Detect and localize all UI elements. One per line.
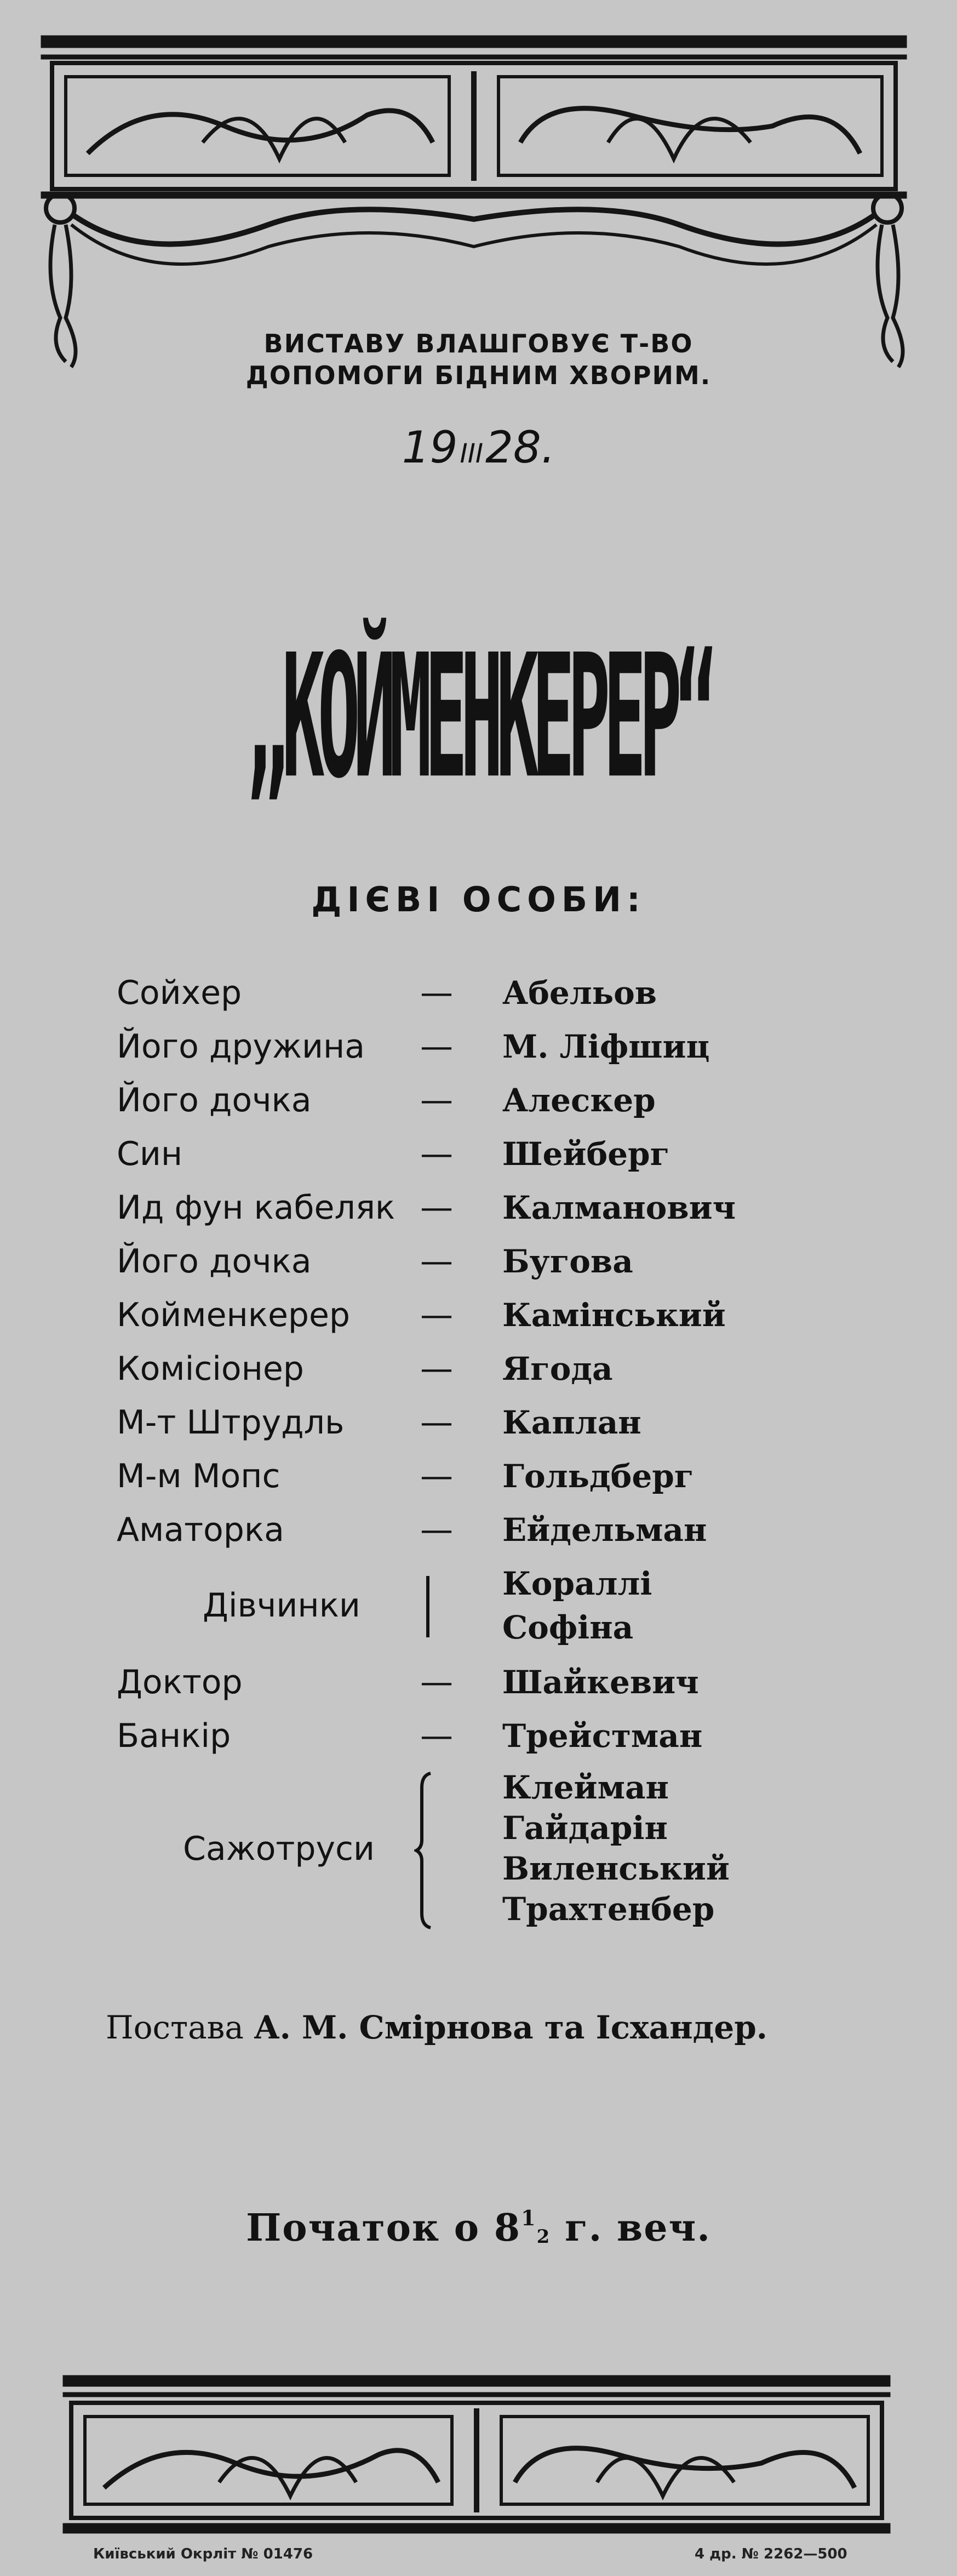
cast-row xyxy=(0,1660,957,1715)
role-name: М-т Штрудль xyxy=(117,1403,345,1442)
role-name: Ид фун кабеляк xyxy=(117,1189,396,1227)
actor-name: Каплан xyxy=(502,1404,641,1441)
printer-imprint: Київський Окрліт № 01476 xyxy=(93,2546,313,2562)
actor-name: Гольдберг xyxy=(502,1458,694,1495)
staging-names: А. М. Смірнова та Ісхандер. xyxy=(254,2009,767,2046)
role-name: Банкір xyxy=(117,1717,231,1755)
role-name: Доктор xyxy=(117,1663,243,1701)
cast-row xyxy=(0,1347,957,1402)
cast-row xyxy=(0,1132,957,1187)
play-title: „КОЙМЕНКЕРЕР“ xyxy=(246,619,711,816)
role-name: Його дочка xyxy=(117,1242,312,1281)
print-order-number: 4 др. № 2262—500 xyxy=(695,2546,847,2562)
actor-name: Бугова xyxy=(502,1243,633,1280)
role-name: М-м Мопс xyxy=(117,1457,280,1495)
role-name: Койменкерер xyxy=(117,1296,350,1334)
role-name: Сойхер xyxy=(117,974,242,1012)
group-role-girls: Дівчинки xyxy=(203,1586,360,1625)
cast-row xyxy=(0,1454,957,1509)
role-name: Комісіонер xyxy=(117,1350,304,1388)
cast-row xyxy=(0,971,957,1026)
actor-name: Кораллі xyxy=(502,1565,652,1602)
cast-row xyxy=(0,1186,957,1241)
dash: — xyxy=(420,1511,453,1549)
staging-prefix: Постава xyxy=(106,2009,244,2046)
organizer-line-1: ВИСТАВУ ВЛАШГОВУЄ Т-ВО xyxy=(263,329,694,358)
staging-credit xyxy=(106,2006,767,2049)
cast-row xyxy=(0,1887,957,1942)
actor-name: Виленський xyxy=(502,1850,730,1887)
dash: — xyxy=(420,1296,453,1334)
date-month: III xyxy=(460,438,484,469)
dash: — xyxy=(420,1081,453,1119)
date-day: 19 xyxy=(402,422,458,473)
actor-name: Калманович xyxy=(502,1189,736,1226)
role-name: Його дружина xyxy=(117,1027,365,1066)
bottom-ornament-frame xyxy=(60,2373,893,2537)
start-fraction-den: 2 xyxy=(536,2226,551,2248)
organizer-line-2: ДОПОМОГИ БІДНИМ ХВОРИМ. xyxy=(245,361,712,390)
actor-name: М. Ліфшиц xyxy=(502,1028,710,1065)
cast-row xyxy=(0,1078,957,1133)
cast-row xyxy=(0,1508,957,1563)
top-ornament-frame xyxy=(38,33,909,373)
actor-name: Трейстман xyxy=(502,1717,703,1755)
dash: — xyxy=(420,974,453,1012)
start-suffix: г. веч. xyxy=(564,2206,711,2250)
cast-heading: ДІЄВІ ОСОБИ: xyxy=(311,879,646,919)
actor-name: Камінський xyxy=(502,1296,726,1334)
dash: — xyxy=(420,1189,453,1227)
dash: — xyxy=(420,1457,453,1495)
cast-row xyxy=(0,1025,957,1079)
role-name: Аматорка xyxy=(117,1511,284,1549)
dash: — xyxy=(420,1242,453,1281)
role-name: Син xyxy=(117,1135,183,1173)
role-name: Його дочка xyxy=(117,1081,312,1119)
cast-row xyxy=(0,1293,957,1348)
actor-name: Клейман xyxy=(502,1769,669,1806)
cast-row xyxy=(0,1401,957,1455)
dash: — xyxy=(420,1663,453,1701)
performance-date xyxy=(0,422,957,473)
actor-name: Ейдельман xyxy=(502,1511,707,1549)
actor-name: Алескер xyxy=(502,1082,656,1119)
cast-row xyxy=(0,1606,957,1660)
date-year: 28. xyxy=(485,422,555,473)
dash: — xyxy=(420,1027,453,1066)
actor-name: Трахтенбер xyxy=(502,1890,715,1928)
start-fraction-num: 1 xyxy=(521,2206,537,2230)
actor-name: Шейберг xyxy=(502,1135,670,1173)
actor-name: Ягода xyxy=(502,1350,613,1387)
dash: — xyxy=(420,1403,453,1442)
actor-name: Шайкевич xyxy=(502,1664,699,1701)
start-prefix: Початок о xyxy=(246,2206,480,2250)
dash: — xyxy=(420,1717,453,1755)
dash: — xyxy=(420,1135,453,1173)
actor-name: Абельов xyxy=(502,974,657,1012)
dash: — xyxy=(420,1350,453,1388)
actor-name: Гайдарін xyxy=(502,1809,668,1847)
actor-name: Софіна xyxy=(502,1609,634,1646)
start-time xyxy=(0,2206,957,2250)
start-hour: 8 xyxy=(494,2206,522,2250)
cast-row xyxy=(0,1714,957,1769)
group-role-sweeps: Сажотруси xyxy=(183,1830,375,1868)
cast-row xyxy=(0,1240,957,1294)
